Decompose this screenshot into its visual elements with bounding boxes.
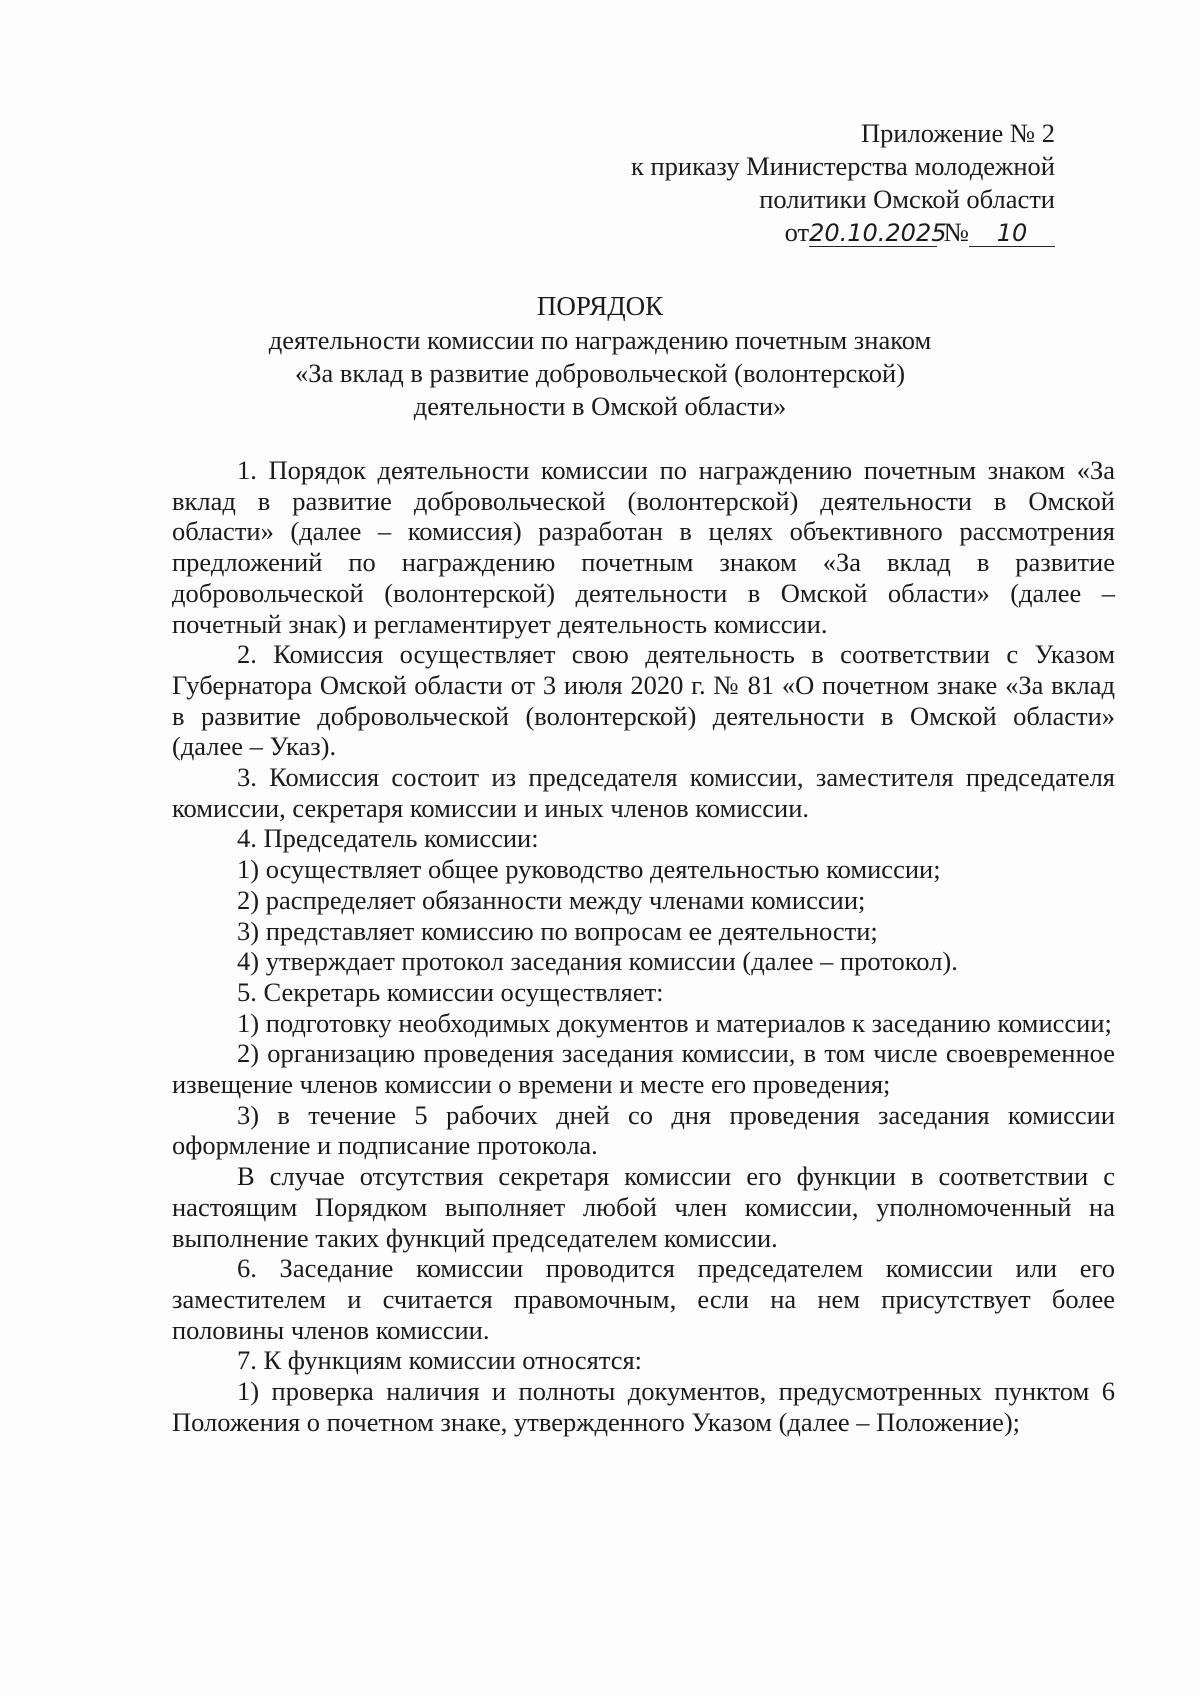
appendix-header — [631, 117, 1055, 249]
paragraph-1: 1. Порядок деятельности комиссии по награждению почетным знаком «За вклад в развитие добровольческой (волонтерской) деятельности в Омской области» (далее – комиссия) разработан в целях объективного рассмотрения предложений по награждению почетным знаком «За вклад в развитие добровольческой (волонтерской) деятельности в Омской области» (далее – почетный знак) и регламентирует деятельность комиссии. — [172, 455, 1115, 639]
handwritten-date: 20.10.2025 — [809, 219, 947, 247]
paragraph-7: 7. К функциям комиссии относятся: — [237, 1345, 643, 1376]
title-line-3: деятельности в Омской области» — [413, 391, 787, 421]
title-heading: ПОРЯДОК — [536, 291, 664, 321]
paragraph-6: 6. Заседание комиссии проводится председателем комиссии или его заместителем и считается правомочным, если на нем присутствует более половины членов комиссии. — [172, 1253, 1115, 1345]
appendix-number: Приложение № 2 — [860, 118, 1055, 148]
handwritten-number: 10 — [969, 220, 1055, 247]
paragraph-5: 5. Секретарь комиссии осуществляет: — [237, 976, 664, 1007]
list-item-4-3: 3) представляет комиссию по вопросам ее деятельности; — [237, 915, 878, 946]
list-item-4-2: 2) распределяет обязанности между членами комиссии; — [237, 884, 866, 915]
document-body — [172, 455, 1115, 1438]
list-item-4-4: 4) утверждает протокол заседания комиссии (далее – протокол). — [237, 946, 958, 977]
list-item-4-1: 1) осуществляет общее руководство деятельностью комиссии; — [237, 854, 941, 885]
paragraph-2: 2. Комиссия осуществляет свою деятельность в соответствии с Указом Губернатора Омской области от 3 июля 2020 г. № 81 «О почетном знаке «За вклад в развитие добровольческой (волонтерской) деятельности в Омской области» (далее – Указ). — [172, 639, 1115, 762]
paragraph-4: 4. Председатель комиссии: — [237, 823, 539, 854]
list-item-5-1: 1) подготовку необходимых документов и материалов к заседанию комиссии; — [237, 1007, 1112, 1038]
list-item-5-3: 3) в течение 5 рабочих дней со дня проведения заседания комиссии оформление и подписание протокола. — [172, 1099, 1115, 1161]
paragraph-3: 3. Комиссия состоит из председателя комиссии, заместителя председателя комиссии, секретаря комиссии и иных членов комиссии. — [172, 762, 1115, 823]
order-date-line — [631, 216, 1055, 249]
title-line-2: «За вклад в развитие добровольческой (волонтерской) — [294, 358, 906, 388]
paragraph-5-note: В случае отсутствия секретаря комиссии его функции в соответствии с настоящим Порядком выполняет любой член комиссии, уполномоченный на выполнение таких функций председателем комиссии. — [172, 1161, 1115, 1253]
order-reference: к приказу Министерства молодежной — [630, 151, 1055, 181]
ministry-name: политики Омской области — [759, 184, 1055, 214]
date-prefix: от — [784, 217, 810, 247]
list-item-5-2: 2) организацию проведения заседания комиссии, в том числе своевременное извещение членов комиссии о времени и месте его проведения; — [172, 1038, 1115, 1100]
number-prefix: № — [943, 217, 969, 247]
list-item-7-1: 1) проверка наличия и полноты документов, предусмотренных пунктом 6 Положения о почетном знаке, утвержденного Указом (далее – Положение); — [172, 1376, 1115, 1437]
document-title — [0, 290, 1200, 423]
title-line-1: деятельности комиссии по награждению почетным знаком — [268, 325, 932, 355]
